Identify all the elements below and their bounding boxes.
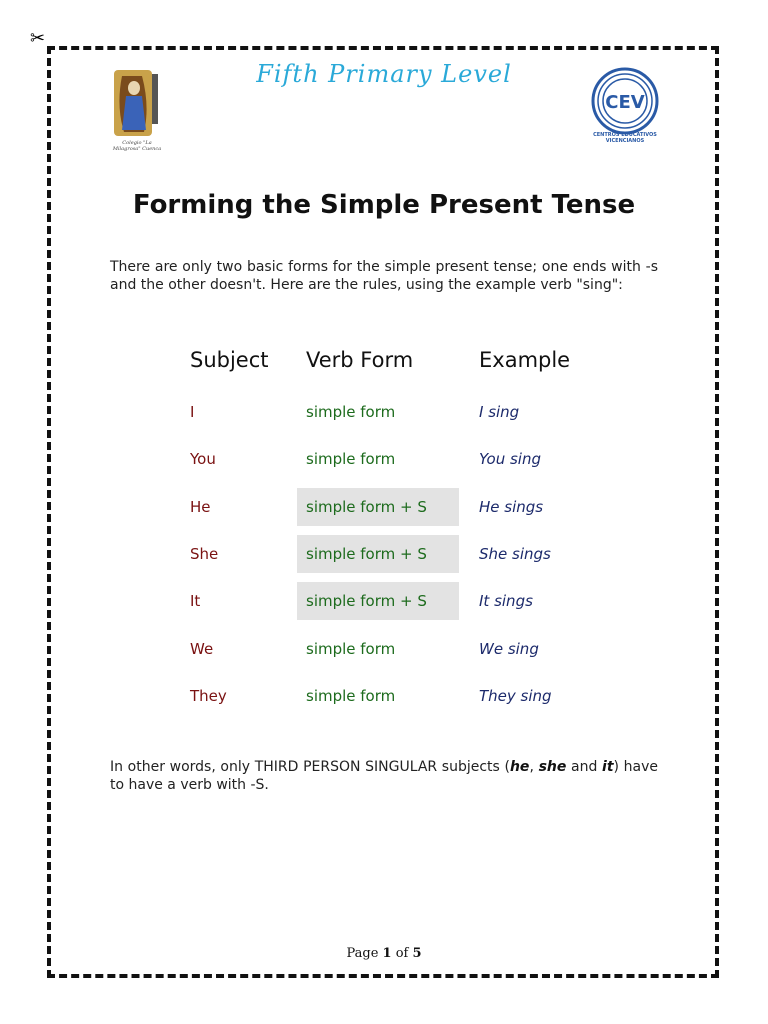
right-logo-caption: CENTROS EDUCATIVOS VICENCIANOS — [593, 132, 657, 144]
example-cell: We sing — [479, 640, 539, 658]
page-title: Forming the Simple Present Tense — [132, 190, 636, 220]
emphasis-he: he — [509, 759, 530, 775]
school-logo-right — [590, 66, 660, 136]
page-footer: Page 1 of 5 — [346, 946, 422, 961]
emphasis-it: it — [602, 759, 614, 775]
verb-form-cell: simple form + S — [297, 582, 459, 620]
current-page: 1 — [382, 946, 392, 961]
column-header-subject: Subject — [190, 348, 269, 372]
example-cell: She sings — [479, 545, 551, 563]
example-cell: I sing — [479, 403, 520, 421]
subject-cell: He — [190, 498, 211, 516]
verb-form-cell: simple form — [306, 640, 396, 658]
subject-cell: You — [190, 450, 216, 468]
right-logo-text: CEV — [605, 92, 645, 113]
verb-form-cell: simple form + S — [297, 535, 459, 573]
verb-form-cell: simple form — [306, 403, 396, 421]
example-cell: He sings — [479, 498, 544, 516]
scissors-icon: ✂ — [30, 28, 46, 49]
example-cell: They sing — [479, 687, 552, 705]
intro-paragraph: There are only two basic forms for the simple present tense; one ends with -s and the other doesn't. Here are the rules, using the example verb "sing": — [110, 259, 658, 293]
verb-form-cell: simple form + S — [297, 488, 459, 526]
example-cell: You sing — [479, 450, 541, 468]
total-pages: 5 — [412, 946, 422, 961]
example-cell: It sings — [479, 592, 533, 610]
subject-cell: It — [190, 592, 201, 610]
emphasis-she: she — [538, 759, 567, 775]
level-title: Fifth Primary Level — [256, 60, 512, 88]
subject-cell: We — [190, 640, 214, 658]
subject-cell: I — [190, 403, 195, 421]
verb-form-cell: simple form — [306, 450, 396, 468]
outro-paragraph: In other words, only THIRD PERSON SINGULAR subjects (he, she and it) have to have a verb with -S. — [110, 759, 659, 793]
subject-cell: She — [190, 545, 219, 563]
verb-form-cell: simple form — [306, 687, 396, 705]
left-logo-caption: Colegio "La Milagrosa" Cuenca — [112, 140, 162, 152]
column-header-verb-form: Verb Form — [306, 348, 414, 372]
column-header-example: Example — [479, 348, 571, 372]
subject-cell: They — [190, 687, 227, 705]
